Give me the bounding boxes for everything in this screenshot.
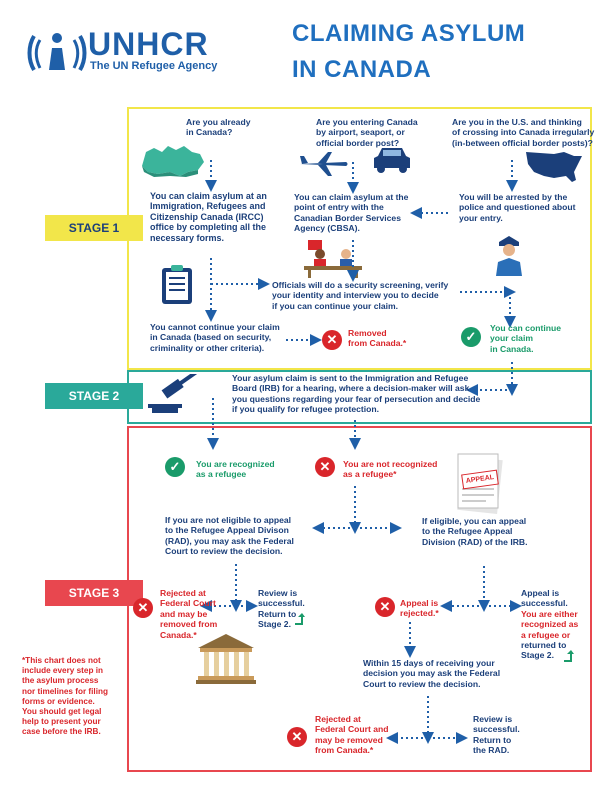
removed-x-icon: ✕ [322, 330, 342, 350]
page-title-line2: IN CANADA [292, 56, 432, 83]
review-success-bottom-text: Review is successful. Return to the RAD. [473, 714, 520, 756]
rejected-fc-bottom-x-icon: ✕ [287, 727, 307, 747]
cannot-continue-text: You cannot continue your claim in Canada (based on security, criminality or other criteria). [150, 322, 280, 353]
page-title-line1: CLAIMING ASYLUM [292, 20, 526, 47]
appeal-stamp: APPEAL [461, 470, 499, 490]
q-in-canada: Are you already in Canada? [186, 117, 251, 138]
stage1-label: STAGE 1 [45, 215, 143, 241]
logo-subtitle: The UN Refugee Agency [90, 60, 218, 72]
removed-from-canada-text: Removed from Canada.* [348, 328, 407, 349]
recognized-check-icon: ✓ [165, 457, 185, 477]
q-entering-canada: Are you entering Canada by airport, seaport, or official border post? [316, 117, 418, 148]
ircc-claim-text: You can claim asylum at an Immigration, Refugees and Citizenship Canada (IRCC) office by completing all the necessary forms. [150, 191, 267, 243]
review-success-left-text: Review is successful. Return to Stage 2. [258, 588, 305, 630]
logo-name: UNHCR [88, 26, 209, 62]
not-recognized-x-icon: ✕ [315, 457, 335, 477]
stage2-label: STAGE 2 [45, 383, 143, 409]
recognized-text: You are recognized as a refugee [196, 459, 275, 480]
arrested-text: You will be arrested by the police and questioned about your entry. [459, 192, 576, 223]
continue-check-icon: ✓ [461, 327, 481, 347]
cbsa-claim-text: You can claim asylum at the point of entry with the Canadian Border Services Agency (CBSA). [294, 192, 409, 234]
q-in-us: Are you in the U.S. and thinking of crossing into Canada irregularly (in-between official border posts)? [452, 117, 595, 148]
not-recognized-text: You are not recognized as a refugee* [343, 459, 438, 480]
eligible-appeal-text: If eligible, you can appeal to the Refugee Appeal Division (RAD) of the IRB. [422, 516, 528, 547]
can-continue-text: You can continue your claim in Canada. [490, 323, 561, 354]
footnote: *This chart does not include every step in the asylum process nor timelines for filing forms or evidence. You should get legal help to present your case before the IRB. [22, 656, 108, 737]
stage3-label: STAGE 3 [45, 580, 143, 606]
appeal-rejected-x-icon: ✕ [375, 597, 395, 617]
not-eligible-appeal-text: If you are not eligible to appeal to the Refugee Appeal Divison (RAD), you may ask the Federal Court to review the decision. [165, 515, 294, 557]
appeal-success-text: Appeal is successful. You are either recognized as a refugee or returned to Stage 2. [521, 588, 579, 661]
appeal-rejected-text: Appeal is rejected.* [400, 598, 439, 619]
rejected-fc-left-text: Rejected at Federal Court and may be removed from Canada.* [160, 588, 218, 640]
irb-hearing-text: Your asylum claim is sent to the Immigration and Refugee Board (IRB) for a hearing, where a decision-maker will ask you questions regarding your fear of persecution and decide if you qualify for refugee protection. [232, 373, 481, 415]
rejected-fc-left-x-icon: ✕ [133, 598, 153, 618]
security-screening-text: Officials will do a security screening, verify your identity and interview you to decide if you can continue your claim. [272, 280, 449, 311]
rejected-fc-bottom-text: Rejected at Federal Court and may be removed from Canada.* [315, 714, 389, 756]
within-15-days-text: Within 15 days of receiving your decision you may ask the Federal Court to review the decision. [363, 658, 501, 689]
